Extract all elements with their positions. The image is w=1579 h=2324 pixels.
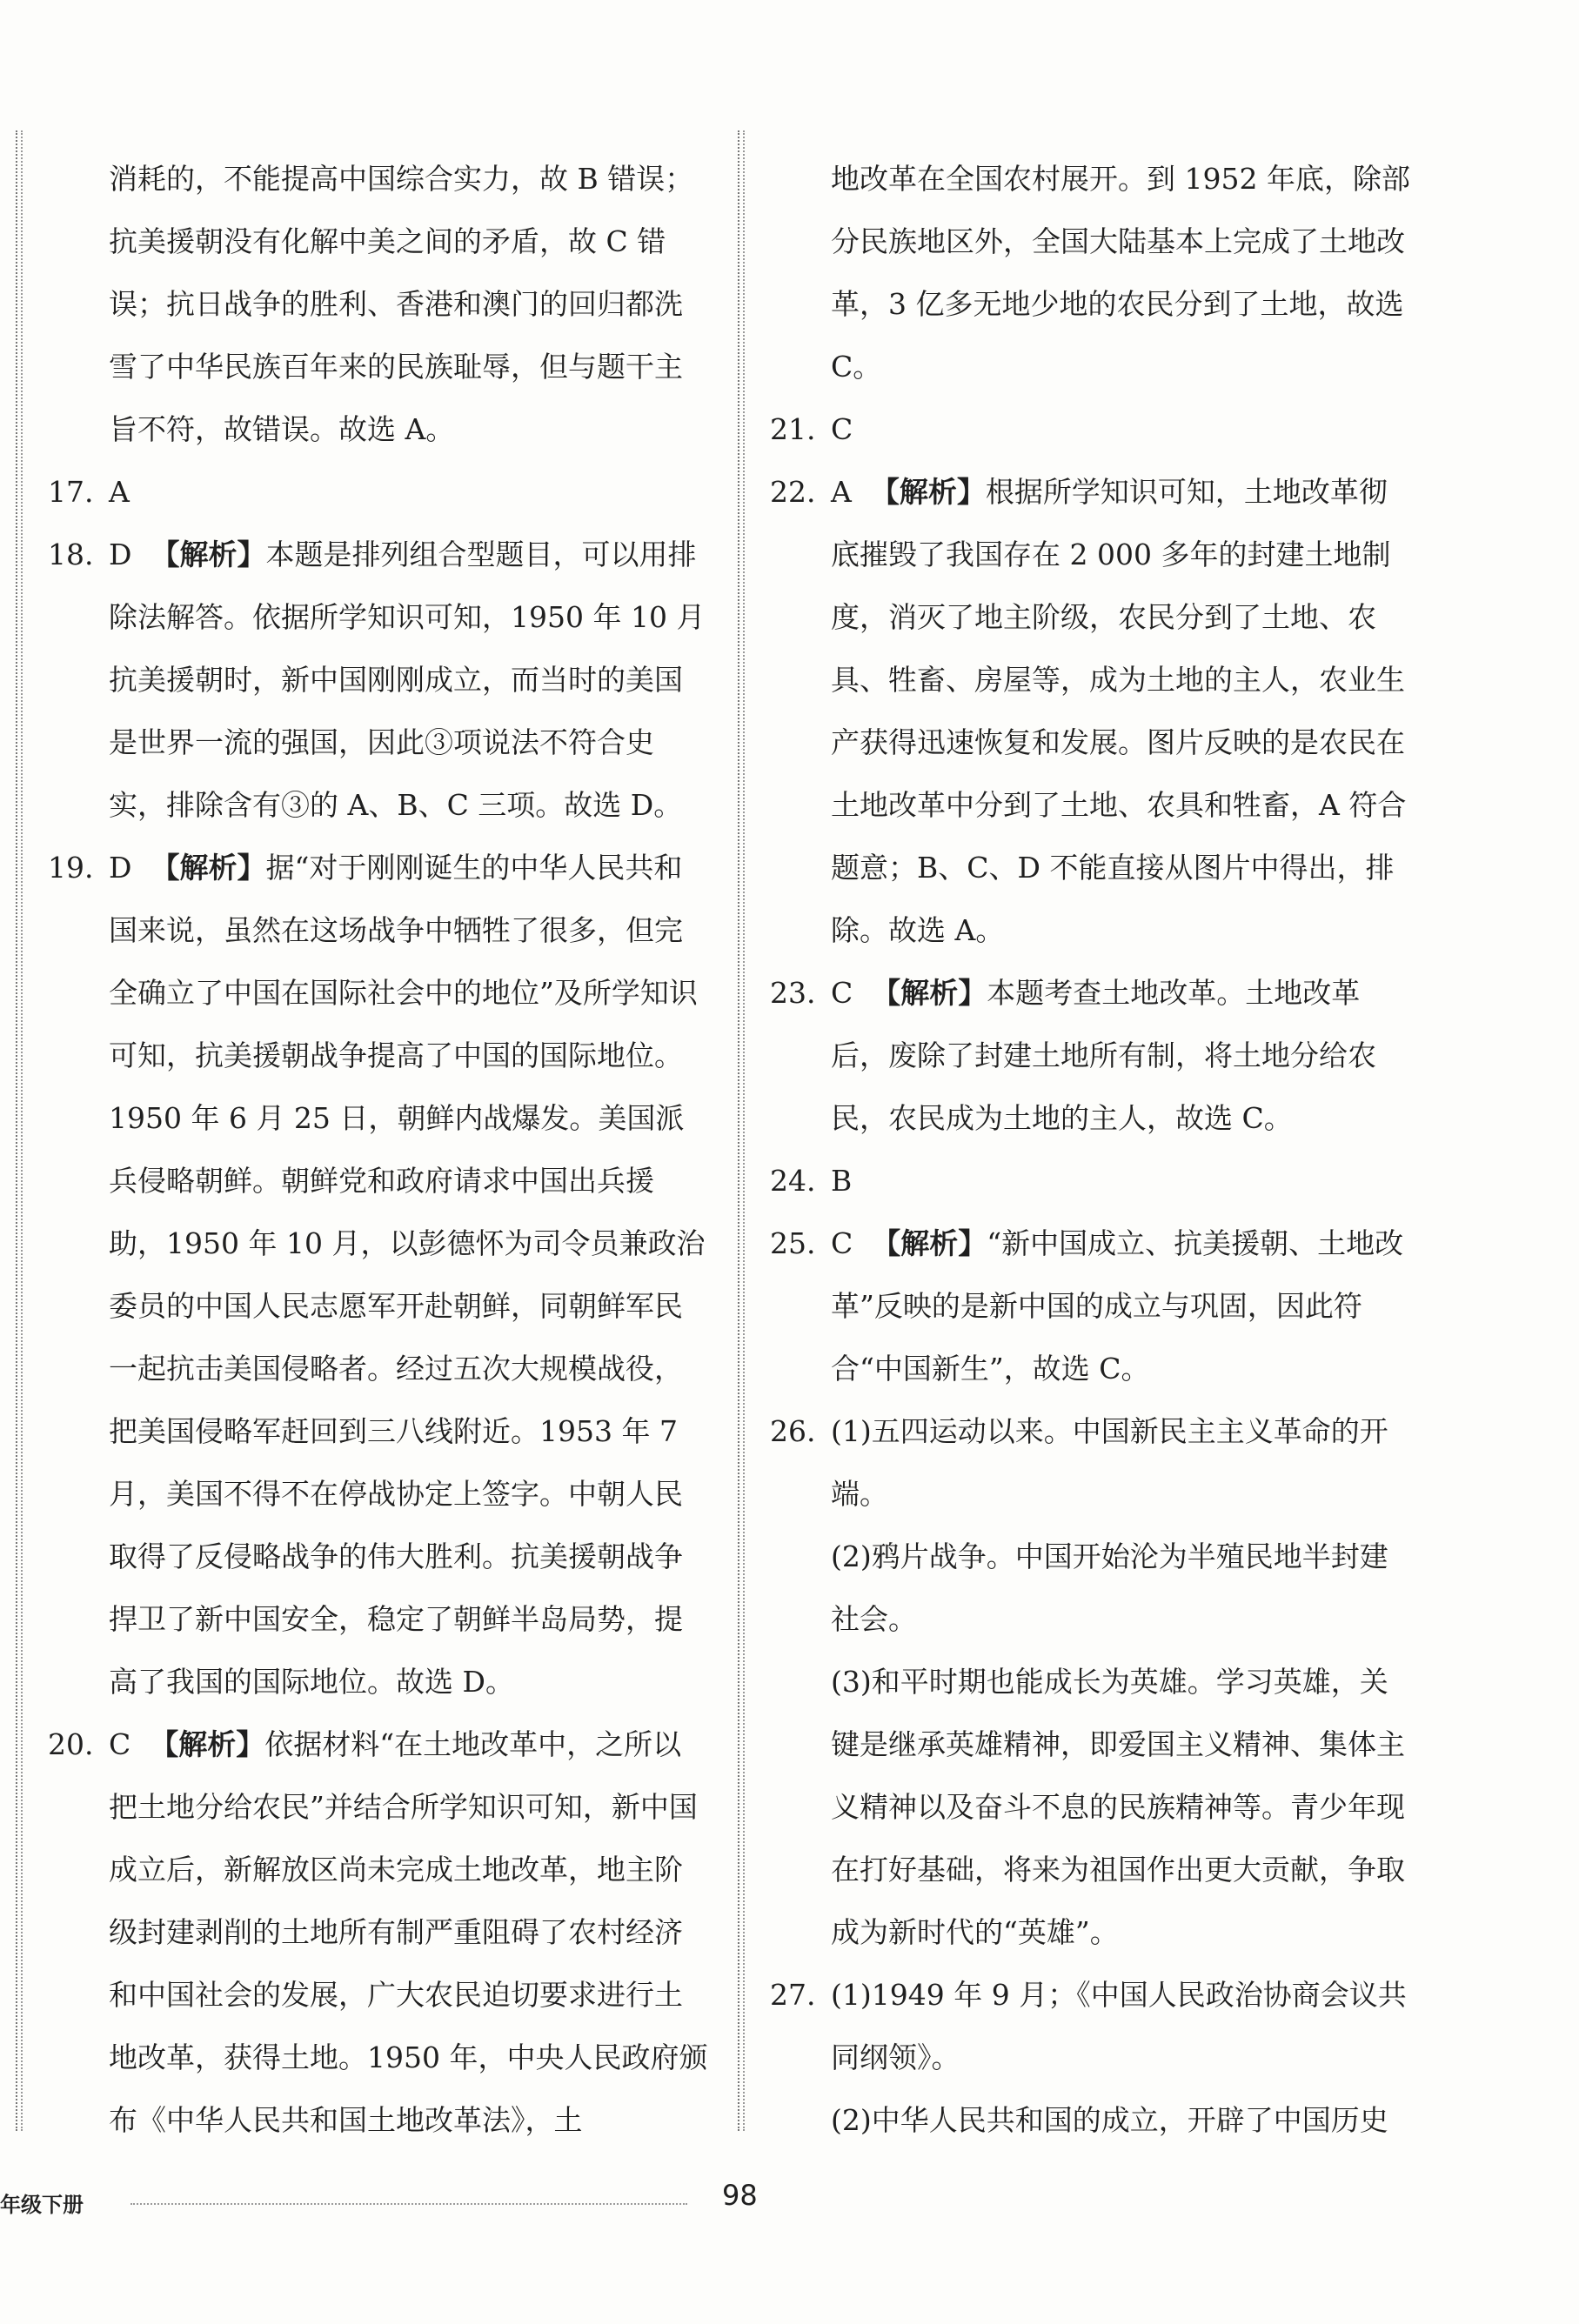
left-binding-rule [16, 130, 28, 2131]
answer-item-25 [770, 1212, 1414, 1400]
item-number: 26. [770, 1414, 816, 1448]
sub-answer: (1)1949 年 9 月；《中国人民政治协商会议共同纲领》。 [831, 1978, 1407, 2074]
left-column [48, 148, 709, 2152]
answer-letter: C [109, 1727, 131, 1761]
answer-item-26 [770, 1400, 1414, 1964]
answer-item-17 [48, 461, 709, 524]
item-number: 21. [770, 412, 816, 446]
grade-label: 年级下册 [0, 2193, 84, 2217]
item-number: 18. [48, 538, 94, 571]
item-number: 19. [48, 851, 94, 885]
answer-letter: D [109, 851, 132, 885]
page-number: 98 [722, 2179, 758, 2212]
answer-letter: D [109, 538, 132, 571]
item-number: 25. [770, 1226, 816, 1260]
footer-dotted-leader [130, 2203, 687, 2205]
answer-letter: C [831, 412, 853, 446]
analysis-text: 依据材料“在土地改革中，之所以把土地分给农民”并结合所学知识可知，新中国成立后，新解放区尚未完成土地改革，地主阶级封建剥削的土地所有制严重阻碍了农村经济和中国社会的发展，广大农民迫切要求进行土地改革，获得土地。1950 年，中央人民政府颁布《中华人民共和国土地改革法》，土 [109, 1727, 708, 2137]
answer-letter: B [831, 1164, 853, 1198]
answer-letter: A [109, 475, 130, 509]
answer-letter: C [831, 976, 853, 1010]
analysis-text: 本题考查土地改革。土地改革后，废除了封建土地所有制，将土地分给农民，农民成为土地的主人，故选 C。 [831, 976, 1376, 1135]
item-number: 22. [770, 475, 816, 509]
analysis-tag: 【解析】 [872, 976, 987, 1010]
left-continuation-text: 消耗的，不能提高中国综合实力，故 B 错误；抗美援朝没有化解中美之间的矛盾，故 C 错误；抗日战争的胜利、香港和澳门的回归都洗雪了中华民族百年来的民族耻辱，但与题干主旨不符，故错误。故选 A。 [109, 162, 694, 446]
item-number: 20. [48, 1727, 94, 1761]
answer-item-19 [48, 837, 709, 1713]
right-continuation-text: 地改革在全国农村展开。到 1952 年底，除部分民族地区外，全国大陆基本上完成了土地改革，3 亿多无地少地的农民分到了土地，故选 C。 [831, 162, 1410, 384]
analysis-tag: 【解析】 [151, 538, 266, 571]
item-number: 17. [48, 475, 94, 509]
analysis-tag: 【解析】 [872, 1226, 987, 1260]
sub-answer: (2)中华人民共和国的成立，开辟了中国历史 [831, 2103, 1388, 2137]
analysis-tag: 【解析】 [151, 851, 266, 885]
analysis-tag: 【解析】 [150, 1727, 265, 1761]
sub-answer: (3)和平时期也能成长为英雄。学习英雄，关键是继承英雄精神，即爱国主义精神、集体主义精神以及奋斗不息的民族精神等。青少年现在打好基础，将来为祖国作出更大贡献，争取成为新时代的“英雄”。 [831, 1665, 1405, 1949]
sub-answer: (2)鸦片战争。中国开始沦为半殖民地半封建社会。 [831, 1539, 1388, 1636]
answer-item-22 [770, 461, 1414, 962]
answer-letter: A [831, 475, 852, 509]
analysis-text: 根据所学知识可知，土地改革彻底摧毁了我国存在 2 000 多年的封建土地制度，消灭了地主阶级，农民分到了土地、农具、牲畜、房屋等，成为土地的主人，农业生产获得迅速恢复和发展。图片反映的是农民在土地改革中分到了土地、农具和牲畜，A 符合题意；B、C、D 不能直接从图片中得出，排除。故选 A。 [831, 475, 1407, 947]
analysis-tag: 【解析】 [870, 475, 986, 509]
answer-item-21 [770, 398, 1414, 461]
analysis-text: “新中国成立、抗美援朝、土地改革”反映的是新中国的成立与巩固，因此符合“中国新生”，故选 C。 [831, 1226, 1404, 1386]
answer-item-24 [770, 1150, 1414, 1212]
item-number: 24. [770, 1164, 816, 1198]
answer-item-27 [770, 1964, 1414, 2152]
center-column-rule [738, 130, 750, 2131]
answer-item-18 [48, 524, 709, 837]
analysis-text: 据“对于刚刚诞生的中华人民共和国来说，虽然在这场战争中牺牲了很多，但完全确立了中国在国际社会中的地位”及所学知识可知，抗美援朝战争提高了中国的国际地位。1950 年 6 月 25 日，朝鲜内战爆发。美国派兵侵略朝鲜。朝鲜党和政府请求中国出兵援助，1950 年 10 月，以彭德怀为司令员兼政治委员的中国人民志愿军开赴朝鲜，同朝鲜军民一起抗击美国侵略者。经过五次大规模战役，把美国侵略军赶回到三八线附近。1953 年 7 月，美国不得不在停战协定上签字。中朝人民取得了反侵略战争的伟大胜利。抗美援朝战争捍卫了新中国安全，稳定了朝鲜半岛局势，提高了我国的国际地位。故选 D。 [109, 851, 706, 1699]
analysis-text: 本题是排列组合型题目，可以用排除法解答。依据所学知识可知，1950 年 10 月抗美援朝时，新中国刚刚成立，而当时的美国是世界一流的强国，因此③项说法不符合史实，排除含有③的 A、B、C 三项。故选 D。 [109, 538, 706, 822]
item-number: 27. [770, 1978, 816, 2012]
answer-letter: C [831, 1226, 853, 1260]
sub-answer: (1)五四运动以来。中国新民主主义革命的开端。 [831, 1414, 1388, 1511]
answer-item-20 [48, 1713, 709, 2152]
page-footer [0, 2170, 1579, 2231]
item-number: 23. [770, 976, 816, 1010]
answer-item-23 [770, 962, 1414, 1150]
right-column [770, 148, 1414, 2152]
